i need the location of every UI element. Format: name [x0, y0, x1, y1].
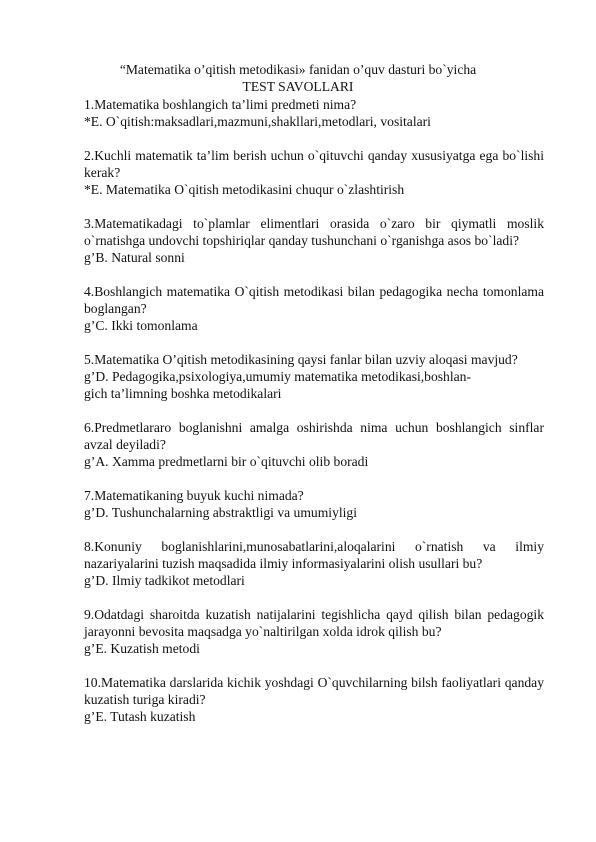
question-6-text-line-1: 6.Predmetlararo boglanishni amalga oshirishda nima uchun boshlangich sinflar: [84, 420, 544, 435]
question-5-answer-line-1: g’D. Pedagogika,psixologiya,umumiy matematika metodikasi,boshlan-: [84, 369, 471, 384]
question-10-text-line-2: kuzatish turiga kiradi?: [84, 692, 206, 707]
page-subtitle: TEST SAVOLLARI: [242, 79, 354, 94]
question-8-text-line-2: nazariyalarini tuzish maqsadida ilmiy informasiyalarini olish usullari bu?: [84, 556, 483, 571]
question-9-text-line-2: jarayonni bevosita maqsadga yo`naltirilgan xolda idrok qilish bu?: [84, 624, 442, 639]
question-10-text-line-1: 10.Matematika darslarida kichik yoshdagi O`quvchilarning bilsh faoliyatlari qanday: [84, 675, 544, 690]
question-3-text-line-1: 3.Matematikadagi to`plamlar elimentlari orasida o`zaro bir qiymatli moslik: [84, 216, 544, 231]
question-9-answer: g’E. Kuzatish metodi: [84, 641, 200, 656]
question-8-text-line-1: 8.Konuniy boglanishlarini,munosabatlarini,aloqalarini o`rnatish va ilmiy: [84, 539, 544, 554]
page-title: “Matematika o’qitish metodikasi» fanidan o’quv dasturi bo`yicha: [119, 62, 477, 77]
question-5-text: 5.Matematika O’qitish metodikasining qaysi fanlar bilan uzviy aloqasi mavjud?: [84, 352, 518, 367]
question-4-text-line-2: boglangan?: [84, 301, 147, 316]
question-3-answer: g’B. Natural sonni: [84, 250, 185, 265]
question-4-answer: g’C. Ikki tomonlama: [84, 318, 198, 333]
question-6-text-line-2: avzal deyiladi?: [84, 437, 166, 452]
question-3-text-line-2: o`rnatishga undovchi topshiriqlar qanday tushunchani o`rganishga asos bo`ladi?: [84, 233, 520, 248]
question-1-text: 1.Matematika boshlangich ta’limi predmeti nima?: [84, 97, 357, 112]
question-8-answer: g’D. Ilmiy tadkikot metodlari: [84, 573, 245, 588]
question-1-answer: *E. O`qitish:maksadlari,mazmuni,shakllari,metodlari, vositalari: [84, 114, 431, 129]
question-6-answer: g’A. Xamma predmetlarni bir o`qituvchi olib boradi: [84, 454, 369, 469]
question-2-text-line-1: 2.Kuchli matematik ta’lim berish uchun o`qituvchi qanday xususiyatga ega bo`lishi: [84, 148, 544, 163]
question-2-answer: *E. Matematika O`qitish metodikasini chuqur o`zlashtirish: [84, 182, 405, 197]
question-7-answer: g’D. Tushunchalarning abstraktligi va umumiyligi: [84, 505, 357, 520]
question-5-answer-line-2: gich ta’limning boshka metodikalari: [84, 386, 282, 401]
question-9-text-line-1: 9.Odatdagi sharoitda kuzatish natijalarini tegishlicha qayd qilish bilan pedagogik: [84, 607, 544, 622]
question-4-text-line-1: 4.Boshlangich matematika O`qitish metodikasi bilan pedagogika necha tomonlama: [84, 284, 544, 299]
question-10-answer: g’E. Tutash kuzatish: [84, 709, 196, 724]
question-2-text-line-2: kerak?: [84, 165, 121, 180]
question-7-text: 7.Matematikaning buyuk kuchi nimada?: [84, 488, 304, 503]
